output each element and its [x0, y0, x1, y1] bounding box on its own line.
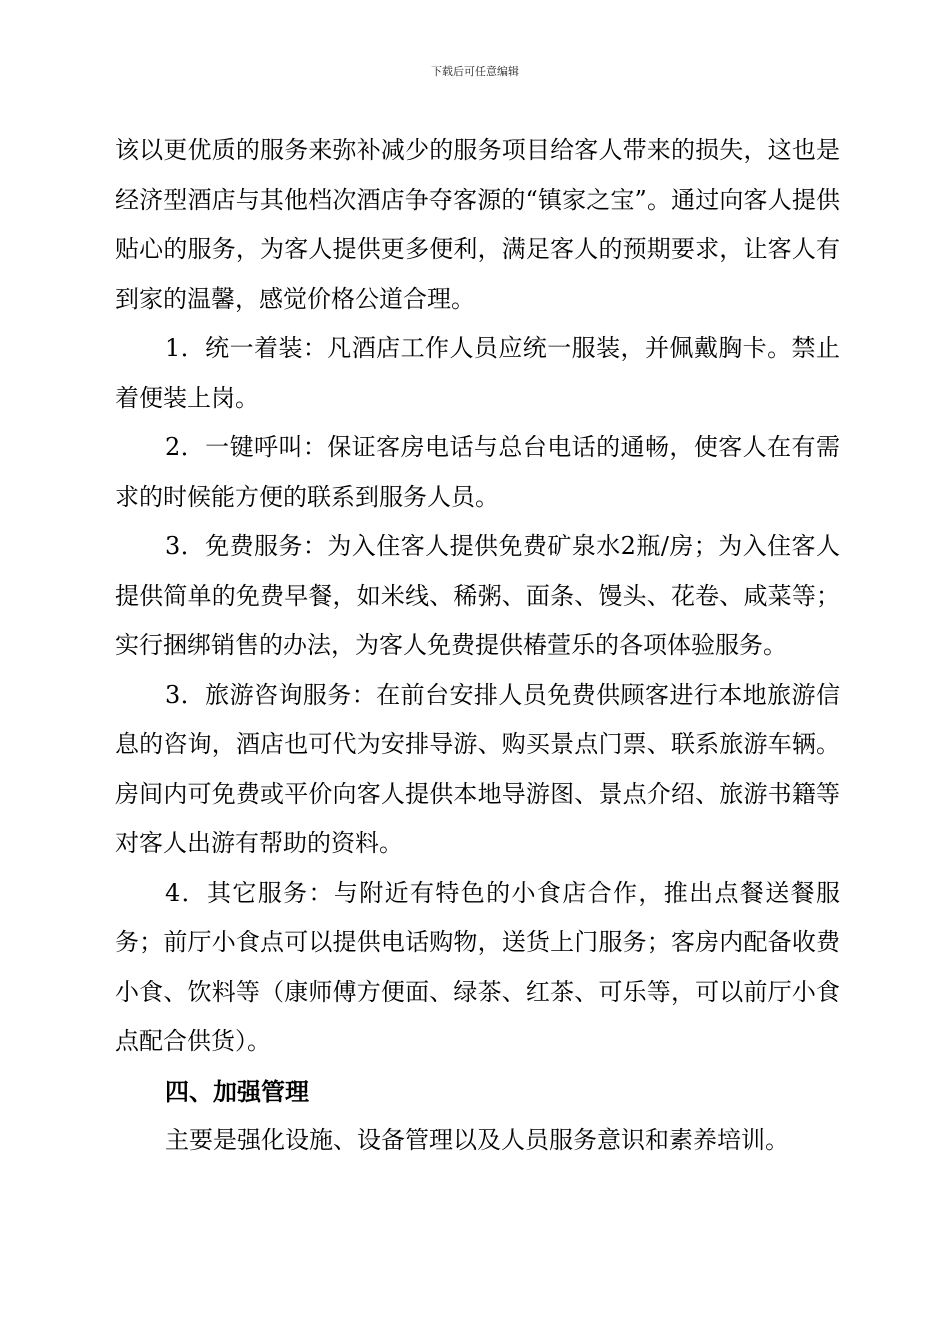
paragraph-travel-consulting: 3．旅游咨询服务：在前台安排人员免费供顾客进行本地旅游信息的咨询，酒店也可代为安排导游、购买景点门票、联系旅游车辆。房间内可免费或平价向客人提供本地导游图、景点介绍、旅游书籍等对客人出游有帮助的资料。 [115, 680, 840, 857]
paragraph-service-intro: 该以更优质的服务来弥补减少的服务项目给客人带来的损失，这也是经济型酒店与其他档次酒店争夺客源的“镇家之宝”。通过向客人提供贴心的服务，为客人提供更多便利，满足客人的预期要求，让客人有到家的温馨，感觉价格公道合理。 [115, 136, 840, 313]
page-header: 下载后可任意编辑 [431, 65, 519, 78]
paragraph-uniform: 1．统一着装：凡酒店工作人员应统一服装，并佩戴胸卡。禁止着便装上岗。 [115, 334, 840, 412]
paragraph-one-key-call: 2．一键呼叫：保证客房电话与总台电话的通畅，使客人在有需求的时候能方便的联系到服务人员。 [115, 433, 840, 511]
paragraph-free-service: 3．免费服务：为入住客人提供免费矿泉水2瓶/房；为入住客人提供简单的免费早餐，如米线、稀粥、面条、馒头、花卷、咸菜等；实行捆绑销售的办法，为客人免费提供椿萱乐的各项体验服务。 [115, 532, 840, 659]
section-heading-management: 四、加强管理 [165, 1076, 309, 1106]
paragraph-management-summary: 主要是强化设施、设备管理以及人员服务意识和素养培训。 [165, 1126, 789, 1154]
paragraph-other-services: 4．其它服务：与附近有特色的小食店合作，推出点餐送餐服务；前厅小食点可以提供电话购物，送货上门服务；客房内配备收费小食、饮料等（康师傅方便面、绿茶、红茶、可乐等，可以前厅小食点配合供货）。 [115, 878, 840, 1055]
document-body [115, 126, 840, 1166]
